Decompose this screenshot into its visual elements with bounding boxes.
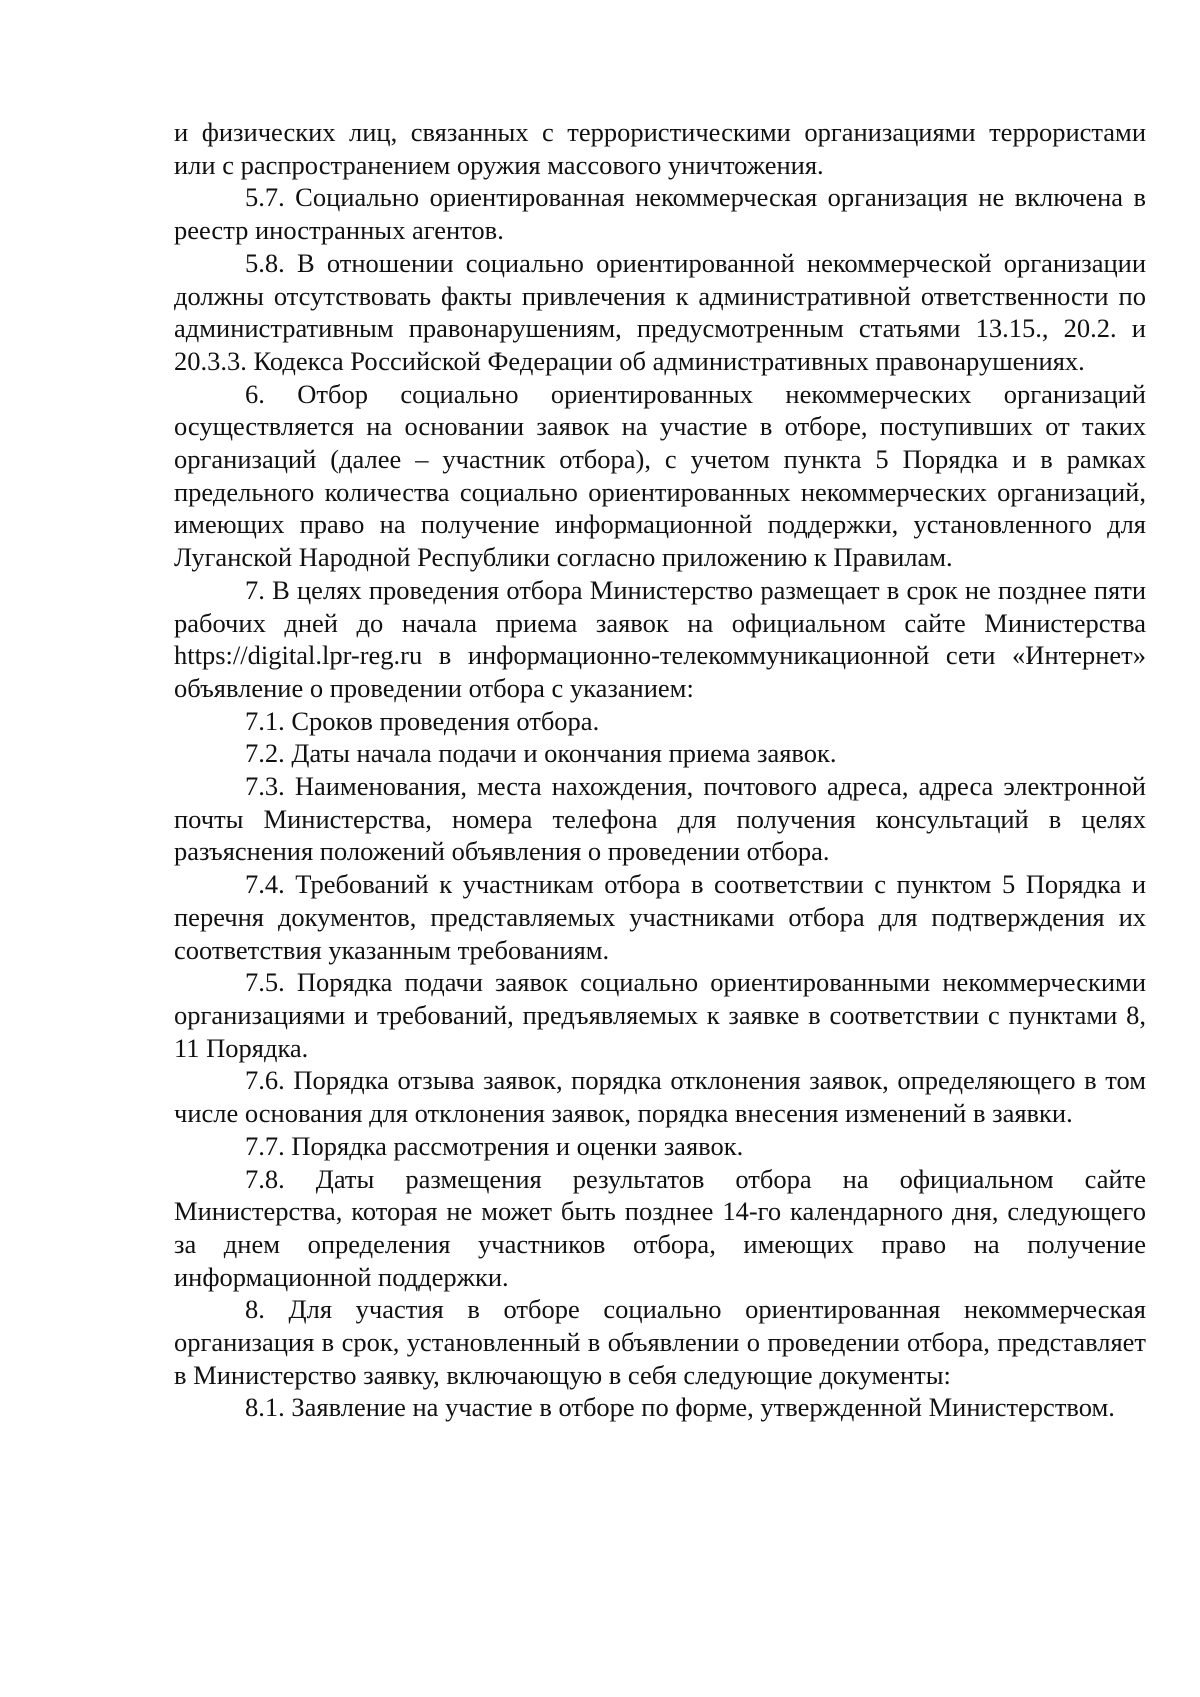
- paragraph-7-3: 7.3. Наименования, места нахождения, почтового адреса, адреса электронной почты Министерства, номера телефона для получения консультаций в целях разъяснения положений объявления о проведении отбора.: [174, 771, 1146, 867]
- paragraph-7-1: 7.1. Сроков проведения отбора.: [245, 705, 600, 736]
- paragraph-7: 7. В целях проведения отбора Министерство размещает в срок не позднее пяти рабочих дней до начала приема заявок на официальном сайте Министерства https://digital.lpr-reg.ru в информационно-телекоммуникационной сети «Интернет» объявление о проведении отбора с указанием:: [174, 574, 1146, 703]
- paragraph-6: 6. Отбор социально ориентированных некоммерческих организаций осуществляется на основании заявок на участие в отборе, поступивших от таких организаций (далее – участник отбора), с учетом пункта 5 Порядка и в рамках предельного количества социально ориентированных некоммерческих организаций, имеющих право на получение информационной поддержки, установленного для Луганской Народной Республики согласно приложению к Правилам.: [174, 378, 1146, 573]
- paragraph-8-1: 8.1. Заявление на участие в отборе по форме, утвержденной Министерством.: [245, 1392, 1115, 1423]
- document-body: [174, 116, 1146, 1424]
- paragraph-5-7: 5.7. Социально ориентированная некоммерческая организация не включена в реестр иностранных агентов.: [174, 182, 1146, 246]
- paragraph-7-5: 7.5. Порядка подачи заявок социально ориентированными некоммерческими организациями и требований, предъявляемых к заявке в соответствии с пунктами 8, 11 Порядка.: [174, 967, 1146, 1063]
- paragraph-continuation: и физических лиц, связанных с террористическими организациями террористами или с распространением оружия массового уничтожения.: [174, 117, 1146, 180]
- paragraph-7-2: 7.2. Даты начала подачи и окончания приема заявок.: [245, 738, 837, 769]
- paragraph-5-8: 5.8. В отношении социально ориентированной некоммерческой организации должны отсутствовать факты привлечения к административной ответственности по административным правонарушениям, предусмотренным статьями 13.15., 20.2. и 20.3.3. Кодекса Российской Федерации об административных правонарушениях.: [174, 247, 1146, 376]
- paragraph-7-8: 7.8. Даты размещения результатов отбора на официальном сайте Министерства, которая не может быть позднее 14-го календарного дня, следующего за днем определения участников отбора, имеющих право на получение информационной поддержки.: [174, 1163, 1146, 1292]
- paragraph-7-4: 7.4. Требований к участникам отбора в соответствии с пунктом 5 Порядка и перечня документов, представляемых участниками отбора для подтверждения их соответствия указанным требованиям.: [174, 869, 1146, 965]
- paragraph-7-6: 7.6. Порядка отзыва заявок, порядка отклонения заявок, определяющего в том числе основания для отклонения заявок, порядка внесения изменений в заявки.: [174, 1065, 1146, 1129]
- paragraph-7-7: 7.7. Порядка рассмотрения и оценки заявок.: [245, 1130, 744, 1161]
- paragraph-8: 8. Для участия в отборе социально ориентированная некоммерческая организация в срок, установленный в объявлении о проведении отбора, представляет в Министерство заявку, включающую в себя следующие документы:: [174, 1294, 1146, 1390]
